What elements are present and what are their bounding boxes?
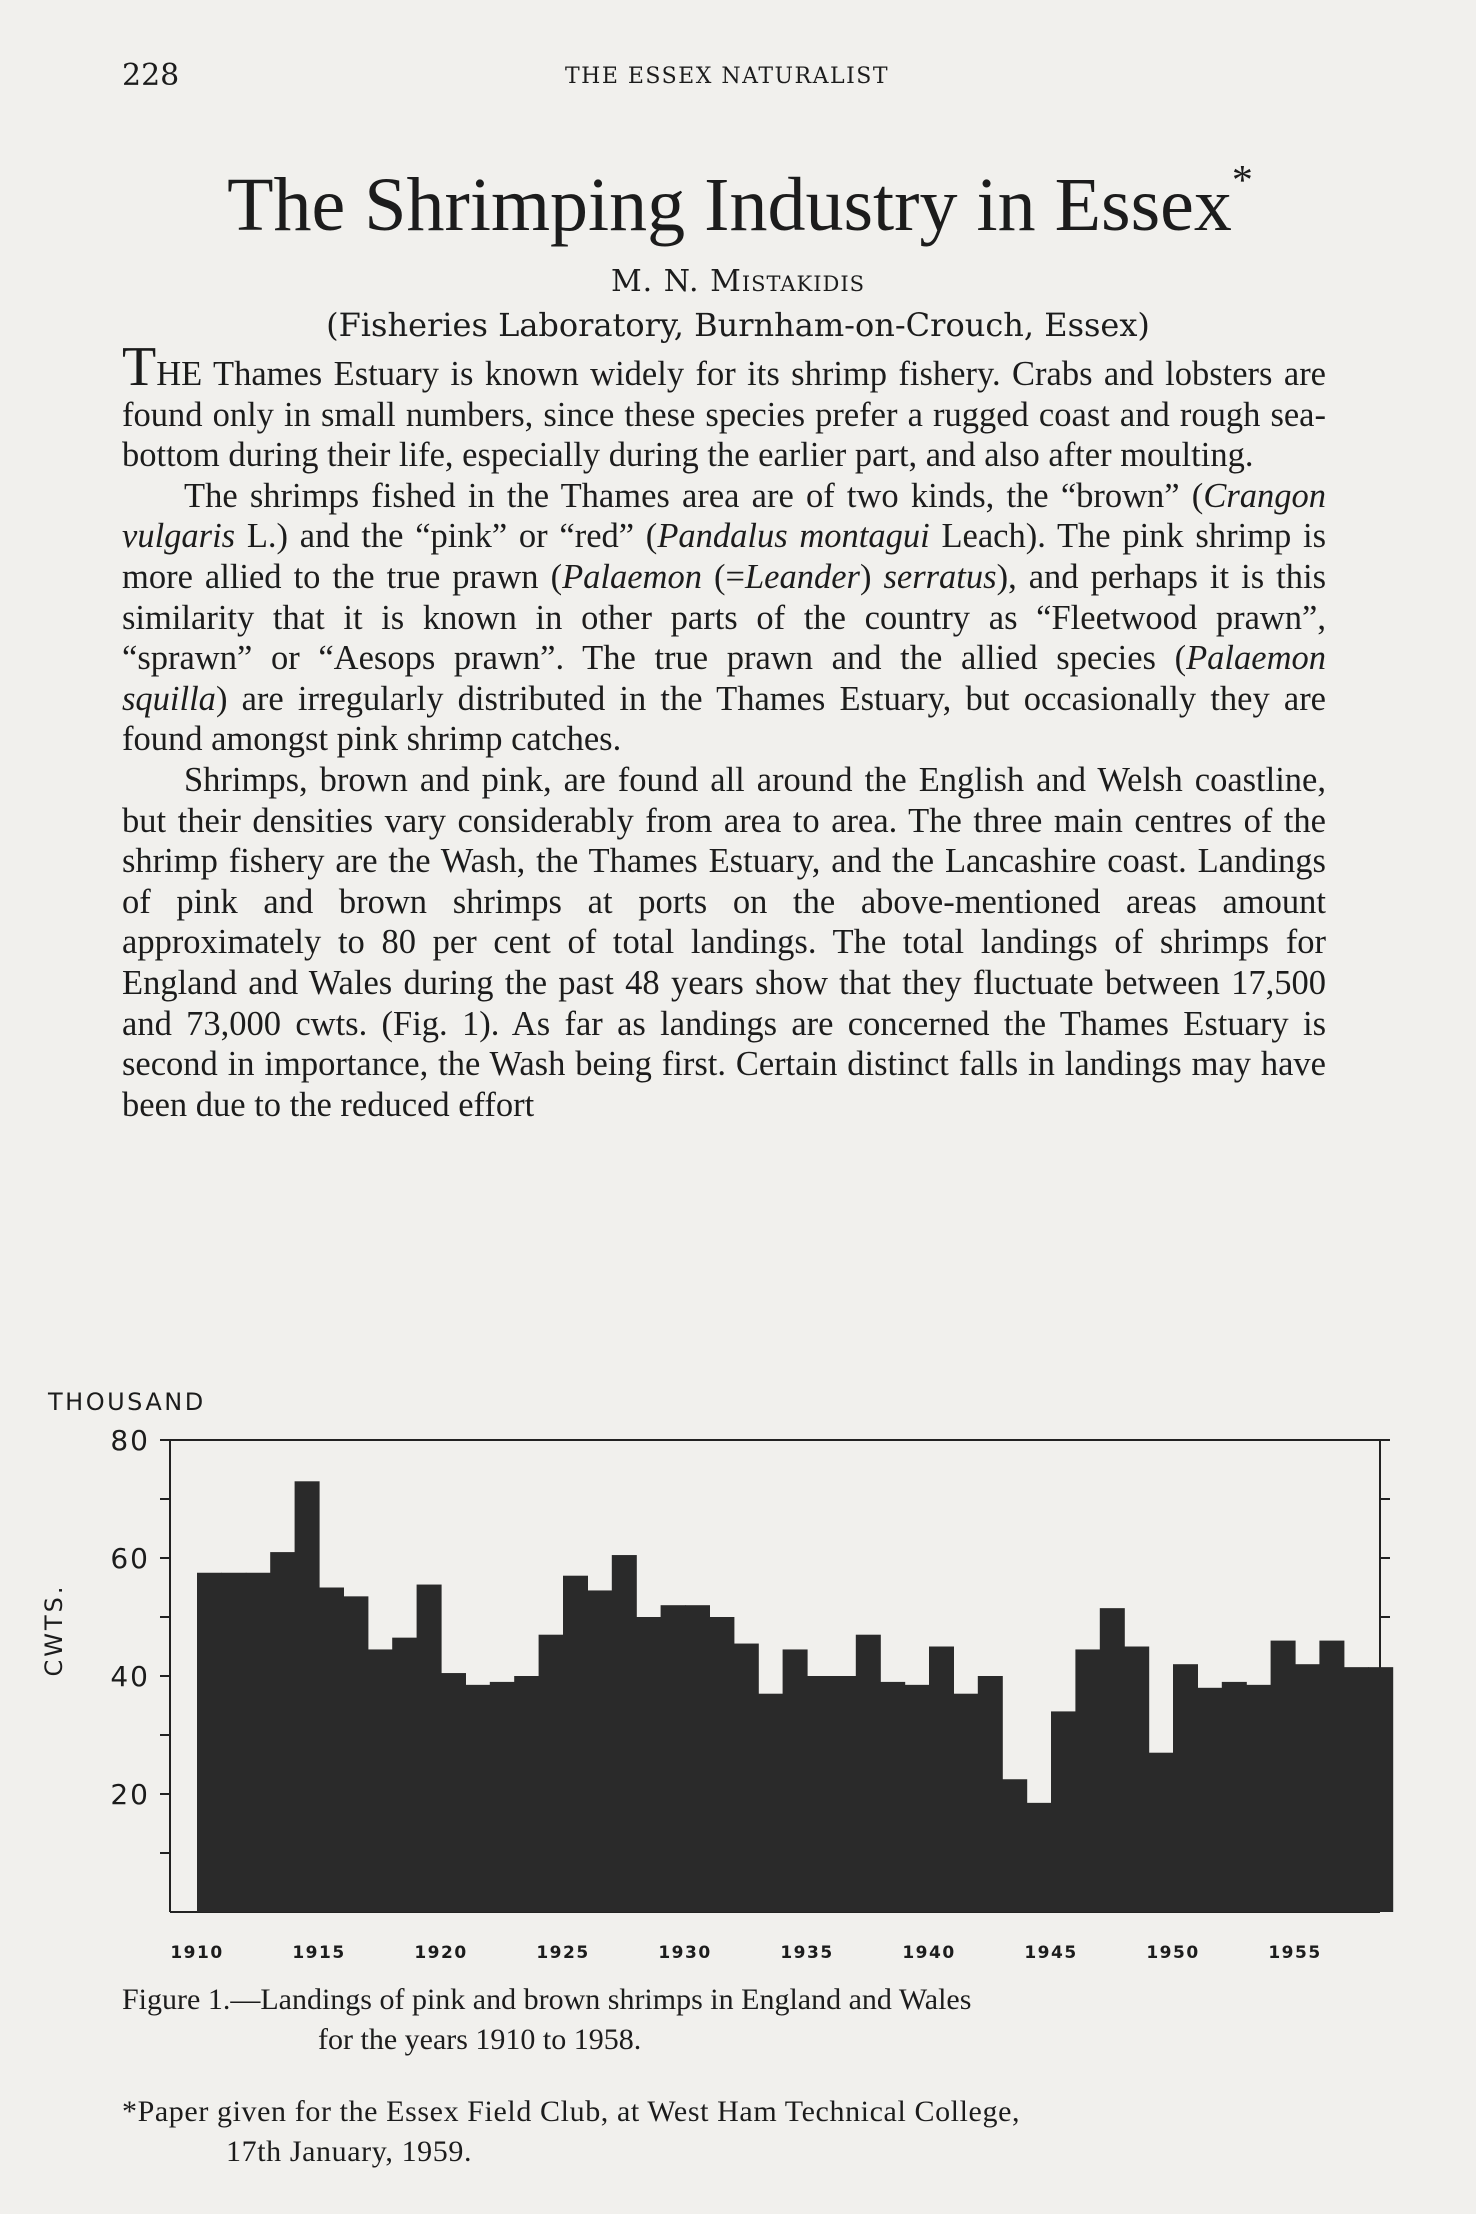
bar-1940 — [929, 1647, 954, 1913]
bar-1933 — [758, 1694, 783, 1912]
bar-1938 — [880, 1682, 905, 1912]
bar-1948 — [1124, 1647, 1149, 1913]
text-run: ) — [859, 557, 884, 596]
x-tick-label: 1940 — [902, 1943, 956, 1963]
bar-1924 — [539, 1635, 564, 1912]
text-run: (= — [701, 557, 745, 596]
species-name: Pandalus montagui — [657, 517, 930, 556]
text-run: Leach). The pink shrimp is more allied to the true prawn ( — [122, 517, 1327, 596]
x-tick-label: 1910 — [170, 1943, 224, 1963]
bar-1922 — [490, 1682, 515, 1912]
text-run: ), and perhaps it is this similarity that it is known in other parts of the country as “Fleetwood prawn”, “sprawn” or “Aesops prawn”. The true prawn and the allied species ( — [122, 557, 1326, 678]
footnote-mark: * — [1231, 158, 1253, 204]
bar-1926 — [587, 1590, 612, 1912]
species-name: Crangon vulgaris — [122, 476, 1326, 556]
bar-1949 — [1149, 1753, 1174, 1912]
bar-1917 — [368, 1649, 393, 1912]
bar-1944 — [1027, 1803, 1052, 1912]
bar-1914 — [295, 1481, 320, 1912]
bar-1955 — [1295, 1664, 1320, 1912]
species-name: serratus — [883, 557, 997, 596]
species-name: Palaemon — [562, 557, 702, 596]
text-run: ) are irregularly distributed in the Thames Estuary, but occasionally they are found amongst pink shrimp catches. — [122, 679, 1326, 759]
bar-1932 — [734, 1644, 759, 1912]
footnote-line-1: *Paper given for the Essex Field Club, at West Ham Technical College, — [122, 2095, 1021, 2128]
bar-1925 — [563, 1576, 588, 1912]
text-run: L.) and the “pink” or “red” ( — [235, 517, 658, 556]
paragraph-1-text: HE Thames Estuary is known widely for its shrimp fishery. Crabs and lobsters are found only in small numbers, since these species prefer a rugged coast and rough sea-bottom during their life, especially during the earlier part, and also after moulting. — [122, 355, 1326, 475]
bar-1931 — [709, 1617, 734, 1912]
bar-1928 — [636, 1617, 661, 1912]
drop-cap: T — [122, 336, 157, 398]
bar-1936 — [831, 1676, 856, 1912]
bar-1927 — [612, 1555, 637, 1912]
journal-title: THE ESSEX NATURALIST — [564, 64, 890, 89]
species-name: Leander — [744, 557, 860, 596]
bar-1919 — [417, 1585, 442, 1912]
bar-1920 — [441, 1673, 466, 1912]
bar-1923 — [514, 1676, 539, 1912]
bar-1956 — [1319, 1641, 1344, 1912]
author-name: M. N. Mistakidis — [610, 264, 866, 299]
bar-1911 — [221, 1573, 246, 1912]
bar-1918 — [392, 1638, 417, 1912]
y-axis-title: CWTS. — [40, 1583, 68, 1677]
bar-1913 — [270, 1552, 295, 1912]
bar-1916 — [343, 1596, 368, 1912]
x-tick-label: 1920 — [414, 1943, 468, 1963]
y-axis-unit-label: THOUSAND — [48, 1388, 206, 1416]
y-tick-label: 40 — [110, 1660, 150, 1693]
bar-1952 — [1222, 1682, 1247, 1912]
bar-1945 — [1051, 1711, 1076, 1912]
bar-1953 — [1246, 1685, 1271, 1912]
x-tick-label: 1955 — [1268, 1943, 1322, 1963]
x-tick-label: 1915 — [292, 1943, 346, 1963]
bar-1957 — [1344, 1667, 1369, 1912]
x-tick-label: 1925 — [536, 1943, 590, 1963]
caption-line-2: for the years 1910 to 1958. — [318, 2023, 642, 2056]
bar-1912 — [246, 1573, 271, 1912]
bar-1943 — [1002, 1779, 1027, 1912]
bar-1947 — [1100, 1608, 1125, 1912]
figure-caption — [122, 1980, 1332, 2060]
caption-line-1: Figure 1.—Landings of pink and brown shrimps in England and Wales — [122, 1983, 972, 2016]
bar-1915 — [319, 1588, 344, 1913]
bar-1937 — [856, 1635, 881, 1912]
x-tick-label: 1945 — [1024, 1943, 1078, 1963]
x-tick-label: 1950 — [1146, 1943, 1200, 1963]
footnote — [122, 2092, 1332, 2172]
y-tick-label: 60 — [110, 1542, 150, 1575]
bar-1939 — [905, 1685, 930, 1912]
footnote-line-2: 17th January, 1959. — [226, 2135, 473, 2168]
bar-1954 — [1271, 1641, 1296, 1912]
bar-1934 — [783, 1649, 808, 1912]
species-name: Palaemon squilla — [122, 639, 1326, 718]
bar-1910 — [197, 1573, 222, 1912]
author-affiliation: (Fisheries Laboratory, Burnham-on-Crouch, Essex) — [326, 306, 1150, 344]
bar-1946 — [1075, 1649, 1100, 1912]
y-tick-label: 80 — [110, 1424, 150, 1457]
bar-1921 — [465, 1685, 490, 1912]
bar-1929 — [661, 1605, 686, 1912]
bar-1951 — [1197, 1688, 1222, 1912]
bar-1942 — [978, 1676, 1003, 1912]
article-title-text: The Shrimping Industry in Essex — [227, 163, 1232, 247]
bar-1958 — [1368, 1667, 1393, 1912]
x-tick-label: 1930 — [658, 1943, 712, 1963]
page-number: 228 — [122, 58, 180, 93]
x-tick-label: 1935 — [780, 1943, 834, 1963]
bar-1930 — [685, 1605, 710, 1912]
text-run: The shrimps fished in the Thames area are of two kinds, the “brown” ( — [184, 476, 1204, 515]
y-tick-label: 20 — [110, 1778, 150, 1811]
bar-1935 — [807, 1676, 832, 1912]
bar-1941 — [953, 1694, 978, 1912]
paragraph-3: Shrimps, brown and pink, are found all around the English and Welsh coastline, but their densities vary considerably from area to area. The three main centres of the shrimp fishery are the Wash, the Thames Estuary, and the Lancashire coast. Landings of pink and brown shrimps at ports on the above-mentioned areas amount approximately to 80 per cent of total landings. The total landings of shrimps for England and Wales during the past 48 years show that they fluctuate between 17,500 and 73,000 cwts. (Fig. 1). As far as landings are concerned the Thames Estuary is second in importance, the Wash being first. Certain distinct falls in landings may have been due to the reduced effort — [122, 760, 1326, 1124]
bar-1950 — [1173, 1664, 1198, 1912]
